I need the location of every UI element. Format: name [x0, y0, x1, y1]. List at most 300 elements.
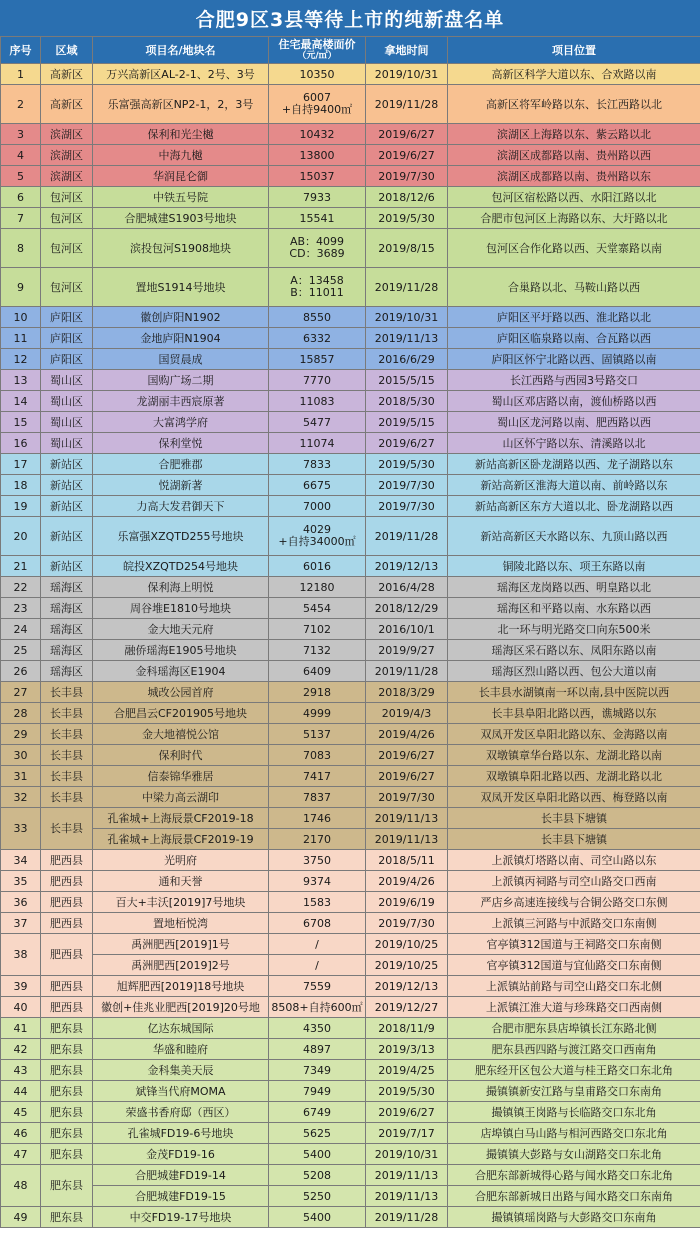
row-project: 龙湖丽丰西宸原著 [93, 391, 269, 412]
row-number: 29 [1, 724, 41, 745]
row-number: 2 [1, 85, 41, 124]
row-project: 置地S1914号地块 [93, 268, 269, 307]
row-date: 2019/11/28 [366, 517, 448, 556]
row-project: 金科集美天辰 [93, 1060, 269, 1081]
row-location: 合肥市包河区上海路以东、大圩路以北 [448, 208, 700, 229]
row-number: 3 [1, 124, 41, 145]
row-district: 肥西县 [41, 871, 93, 892]
table-row [1, 850, 700, 871]
row-project: 乐富强XZQTD255号地块 [93, 517, 269, 556]
row-price: 5400 [269, 1207, 366, 1228]
table-row [1, 1060, 700, 1081]
table-row-continued [1, 1186, 700, 1207]
row-district: 滨湖区 [41, 124, 93, 145]
row-project: 城改公园首府 [93, 682, 269, 703]
row-location: 长江西路与西园3号路交口 [448, 370, 700, 391]
row-price: 6332 [269, 328, 366, 349]
row-price-line: +自持34000㎡ [278, 535, 356, 548]
row-location: 肥东县西四路与渡江路交口西南角 [448, 1039, 700, 1060]
row-location: 长丰县下塘镇 [448, 829, 700, 850]
row-project: 力高大发君御天下 [93, 496, 269, 517]
row-number: 36 [1, 892, 41, 913]
row-number: 25 [1, 640, 41, 661]
row-number: 5 [1, 166, 41, 187]
row-district: 瑶海区 [41, 640, 93, 661]
table-row [1, 64, 700, 85]
row-project: 禹洲肥西[2019]1号 [93, 934, 269, 955]
row-price: 7102 [269, 619, 366, 640]
row-date: 2019/6/27 [366, 124, 448, 145]
row-date: 2019/10/31 [366, 1144, 448, 1165]
header-no: 序号 [1, 37, 41, 64]
row-date: 2016/6/29 [366, 349, 448, 370]
row-project: 融侨瑶海E1905号地块 [93, 640, 269, 661]
row-location: 滨湖区成都路以南、贵州路以东 [448, 166, 700, 187]
table-row [1, 787, 700, 808]
row-location: 撮镇镇瑶岗路与大彭路交口东南角 [448, 1207, 700, 1228]
row-project: 亿达东城国际 [93, 1018, 269, 1039]
row-district: 肥东县 [41, 1039, 93, 1060]
row-price: 7833 [269, 454, 366, 475]
row-district: 肥东县 [41, 1207, 93, 1228]
row-date: 2019/4/3 [366, 703, 448, 724]
row-district: 长丰县 [41, 745, 93, 766]
row-number: 12 [1, 349, 41, 370]
row-date: 2018/12/29 [366, 598, 448, 619]
row-date: 2019/10/25 [366, 955, 448, 976]
row-project: 通和天誉 [93, 871, 269, 892]
row-location: 庐阳区临泉路以南、合瓦路以西 [448, 328, 700, 349]
row-location: 滨湖区成都路以南、贵州路以西 [448, 145, 700, 166]
row-price-line: 6007 [303, 91, 331, 104]
row-price-line: B：11011 [290, 286, 344, 299]
row-price: 1583 [269, 892, 366, 913]
row-district: 蜀山区 [41, 412, 93, 433]
row-date: 2019/4/26 [366, 724, 448, 745]
row-location: 上派镇站前路与司空山路交口东北侧 [448, 976, 700, 997]
row-date: 2019/11/13 [366, 1186, 448, 1207]
row-project: 中梁力高云湖印 [93, 787, 269, 808]
row-date: 2016/10/1 [366, 619, 448, 640]
row-number: 45 [1, 1102, 41, 1123]
header-location: 项目位置 [448, 37, 700, 64]
row-price: 7083 [269, 745, 366, 766]
row-location: 瑶海区龙岗路以西、明皇路以北 [448, 577, 700, 598]
table-row-continued [1, 829, 700, 850]
row-number: 40 [1, 997, 41, 1018]
row-price: 7933 [269, 187, 366, 208]
table-row [1, 1165, 700, 1186]
row-price: 7559 [269, 976, 366, 997]
row-project: 信泰锦华雅居 [93, 766, 269, 787]
row-number: 14 [1, 391, 41, 412]
row-number: 19 [1, 496, 41, 517]
row-project: 保利海上明悦 [93, 577, 269, 598]
table-row [1, 517, 700, 556]
row-date: 2016/4/28 [366, 577, 448, 598]
row-number: 41 [1, 1018, 41, 1039]
row-project: 保利和光尘樾 [93, 124, 269, 145]
table-row [1, 745, 700, 766]
table-row [1, 85, 700, 124]
table-row [1, 724, 700, 745]
header-project: 项目名/地块名 [93, 37, 269, 64]
row-project: 金茂FD19-16 [93, 1144, 269, 1165]
table-row [1, 307, 700, 328]
header-price-label: 住宅最高楼面价 [278, 38, 356, 51]
table-row [1, 808, 700, 829]
row-price: 6409 [269, 661, 366, 682]
table-row [1, 556, 700, 577]
row-location: 双墩镇章华台路以东、龙湖北路以南 [448, 745, 700, 766]
row-location: 包河区宿松路以西、水阳江路以北 [448, 187, 700, 208]
row-district: 庐阳区 [41, 328, 93, 349]
row-date: 2019/12/13 [366, 556, 448, 577]
row-number: 20 [1, 517, 41, 556]
table-row [1, 1039, 700, 1060]
row-district: 瑶海区 [41, 577, 93, 598]
row-project: 孔雀城FD19-6号地块 [93, 1123, 269, 1144]
row-project: 合肥城建FD19-15 [93, 1186, 269, 1207]
row-date: 2019/10/31 [366, 307, 448, 328]
row-price: 12180 [269, 577, 366, 598]
row-number: 18 [1, 475, 41, 496]
row-number: 32 [1, 787, 41, 808]
row-price: 7770 [269, 370, 366, 391]
row-district: 长丰县 [41, 682, 93, 703]
row-district: 肥东县 [41, 1102, 93, 1123]
row-project: 合肥城建FD19-14 [93, 1165, 269, 1186]
row-project: 保利堂悦 [93, 433, 269, 454]
table-row [1, 1081, 700, 1102]
row-date: 2019/11/28 [366, 268, 448, 307]
row-price [269, 229, 366, 268]
row-number: 21 [1, 556, 41, 577]
row-number: 31 [1, 766, 41, 787]
row-project: 旭辉肥西[2019]18号地块 [93, 976, 269, 997]
row-district: 新站区 [41, 454, 93, 475]
row-price: 4350 [269, 1018, 366, 1039]
row-location: 庐阳区怀宁北路以西、固镇路以南 [448, 349, 700, 370]
row-project: 金大地禧悦公馆 [93, 724, 269, 745]
row-district: 蜀山区 [41, 391, 93, 412]
row-price-line: AB：4099 [289, 235, 345, 248]
row-number: 10 [1, 307, 41, 328]
header-district: 区域 [41, 37, 93, 64]
row-location: 庐阳区平圩路以西、淮北路以北 [448, 307, 700, 328]
row-district: 高新区 [41, 64, 93, 85]
row-date: 2019/6/27 [366, 145, 448, 166]
row-number: 38 [1, 934, 41, 976]
row-date: 2019/5/30 [366, 1081, 448, 1102]
row-district: 包河区 [41, 229, 93, 268]
row-district: 包河区 [41, 187, 93, 208]
row-price-line: A：13458 [290, 274, 344, 287]
row-number: 24 [1, 619, 41, 640]
row-district: 蜀山区 [41, 433, 93, 454]
row-district: 滨湖区 [41, 145, 93, 166]
table-row [1, 370, 700, 391]
row-location: 严店乡高速连接线与合铜公路交口东侧 [448, 892, 700, 913]
row-project: 斌锋当代府MOMA [93, 1081, 269, 1102]
row-location: 官亭镇312国道与王祠路交口东南侧 [448, 934, 700, 955]
row-project: 国贸晨成 [93, 349, 269, 370]
row-date: 2019/5/15 [366, 412, 448, 433]
row-location: 新站高新区淮海大道以南、前岭路以东 [448, 475, 700, 496]
table-row [1, 892, 700, 913]
row-district: 肥东县 [41, 1123, 93, 1144]
row-project: 金科瑶海区E1904 [93, 661, 269, 682]
row-district: 长丰县 [41, 766, 93, 787]
row-price: 7000 [269, 496, 366, 517]
table-row [1, 229, 700, 268]
row-price: 9374 [269, 871, 366, 892]
row-project: 孔雀城+上海辰景CF2019-19 [93, 829, 269, 850]
row-project: 滨投包河S1908地块 [93, 229, 269, 268]
row-price-line: 4029 [303, 523, 331, 536]
row-number: 13 [1, 370, 41, 391]
row-location: 合肥东部新城日出路与闻水路交口东南角 [448, 1186, 700, 1207]
row-number: 39 [1, 976, 41, 997]
row-number: 23 [1, 598, 41, 619]
row-number: 33 [1, 808, 41, 850]
row-date: 2019/10/31 [366, 64, 448, 85]
row-number: 26 [1, 661, 41, 682]
row-number: 6 [1, 187, 41, 208]
row-price: 5400 [269, 1144, 366, 1165]
table-row [1, 145, 700, 166]
row-date: 2019/7/30 [366, 166, 448, 187]
row-price: 6675 [269, 475, 366, 496]
project-table [0, 36, 700, 1228]
row-location: 山区怀宁路以东、清溪路以北 [448, 433, 700, 454]
row-district: 瑶海区 [41, 598, 93, 619]
header-date: 拿地时间 [366, 37, 448, 64]
row-price-line: +自持9400㎡ [281, 103, 353, 116]
row-price [269, 85, 366, 124]
row-project: 徽创庐阳N1902 [93, 307, 269, 328]
row-district: 肥东县 [41, 1081, 93, 1102]
row-number: 34 [1, 850, 41, 871]
row-date: 2019/7/30 [366, 787, 448, 808]
row-district: 肥西县 [41, 913, 93, 934]
row-number: 8 [1, 229, 41, 268]
row-date: 2019/6/27 [366, 433, 448, 454]
row-project: 万兴高新区AL-2-1、2号、3号 [93, 64, 269, 85]
row-date: 2019/6/27 [366, 1102, 448, 1123]
row-number: 22 [1, 577, 41, 598]
row-price: 8550 [269, 307, 366, 328]
row-price: 7949 [269, 1081, 366, 1102]
table-row [1, 871, 700, 892]
row-district: 长丰县 [41, 703, 93, 724]
row-project: 华盛和睦府 [93, 1039, 269, 1060]
table-row [1, 496, 700, 517]
row-price: 7349 [269, 1060, 366, 1081]
table-row [1, 433, 700, 454]
row-number: 1 [1, 64, 41, 85]
row-district: 肥西县 [41, 934, 93, 976]
row-project: 中铁五号院 [93, 187, 269, 208]
table-row [1, 997, 700, 1018]
row-price: 7132 [269, 640, 366, 661]
row-number: 35 [1, 871, 41, 892]
row-price: 15037 [269, 166, 366, 187]
row-price: 5137 [269, 724, 366, 745]
row-date: 2019/11/13 [366, 808, 448, 829]
row-location: 合巢路以北、马鞍山路以西 [448, 268, 700, 307]
row-district: 肥西县 [41, 976, 93, 997]
row-project: 置地栢悦湾 [93, 913, 269, 934]
row-price [269, 268, 366, 307]
row-location: 瑶海区和平路以南、水东路以西 [448, 598, 700, 619]
row-district: 滨湖区 [41, 166, 93, 187]
row-project: 孔雀城+上海辰景CF2019-18 [93, 808, 269, 829]
row-date: 2019/4/26 [366, 871, 448, 892]
row-district: 肥西县 [41, 997, 93, 1018]
row-location: 蜀山区龙河路以南、肥西路以西 [448, 412, 700, 433]
row-location: 北一环与明光路交口向东500米 [448, 619, 700, 640]
table-row [1, 349, 700, 370]
row-district: 肥西县 [41, 850, 93, 871]
table-row [1, 412, 700, 433]
row-project: 荣盛书香府邸（西区） [93, 1102, 269, 1123]
row-project: 合肥昌云CF201905号地块 [93, 703, 269, 724]
row-district: 瑶海区 [41, 661, 93, 682]
row-number: 44 [1, 1081, 41, 1102]
row-date: 2019/10/25 [366, 934, 448, 955]
row-location: 双凤开发区阜阳北路以东、金海路以南 [448, 724, 700, 745]
table-row [1, 328, 700, 349]
row-district: 新站区 [41, 556, 93, 577]
row-date: 2019/5/30 [366, 454, 448, 475]
row-price-line: CD：3689 [289, 247, 345, 260]
row-date: 2019/6/19 [366, 892, 448, 913]
table-row [1, 619, 700, 640]
row-district: 长丰县 [41, 808, 93, 850]
row-date: 2019/11/28 [366, 661, 448, 682]
row-price: 6749 [269, 1102, 366, 1123]
row-location: 上派镇丙祠路与司空山路交口西南 [448, 871, 700, 892]
row-price: 7417 [269, 766, 366, 787]
row-price: 1746 [269, 808, 366, 829]
header-price [269, 37, 366, 64]
row-location: 合肥市肥东县店埠镇长江东路北侧 [448, 1018, 700, 1039]
row-date: 2018/11/9 [366, 1018, 448, 1039]
row-date: 2019/11/13 [366, 1165, 448, 1186]
table-row [1, 934, 700, 955]
row-number: 37 [1, 913, 41, 934]
table-row [1, 913, 700, 934]
table-row-continued [1, 955, 700, 976]
row-date: 2018/3/29 [366, 682, 448, 703]
row-district: 包河区 [41, 208, 93, 229]
row-district: 蜀山区 [41, 370, 93, 391]
row-price: 2170 [269, 829, 366, 850]
row-date: 2018/5/30 [366, 391, 448, 412]
row-price: 5477 [269, 412, 366, 433]
row-location: 长丰县水湖镇南一环以南,县中医院以西 [448, 682, 700, 703]
row-location: 店埠镇白马山路与相河西路交口东北角 [448, 1123, 700, 1144]
row-date: 2019/3/13 [366, 1039, 448, 1060]
row-location: 高新区科学大道以东、合欢路以南 [448, 64, 700, 85]
row-district: 肥东县 [41, 1144, 93, 1165]
row-number: 15 [1, 412, 41, 433]
row-date: 2018/5/11 [366, 850, 448, 871]
row-district: 新站区 [41, 496, 93, 517]
row-district: 庐阳区 [41, 349, 93, 370]
row-district: 肥东县 [41, 1165, 93, 1207]
row-district: 瑶海区 [41, 619, 93, 640]
row-project: 华润昆仑御 [93, 166, 269, 187]
row-date: 2018/12/6 [366, 187, 448, 208]
row-location: 合肥东部新城得心路与闻水路交口东北角 [448, 1165, 700, 1186]
row-price: 15857 [269, 349, 366, 370]
row-project: 保利时代 [93, 745, 269, 766]
table-row [1, 682, 700, 703]
table-row [1, 187, 700, 208]
row-location: 肥东经开区包公大道与桂王路交口东北角 [448, 1060, 700, 1081]
row-location: 瑶海区烈山路以西、包公大道以南 [448, 661, 700, 682]
row-price: 15541 [269, 208, 366, 229]
row-date: 2019/6/27 [366, 745, 448, 766]
row-date: 2019/12/13 [366, 976, 448, 997]
row-project: 合肥城建S1903号地块 [93, 208, 269, 229]
row-price: 6708 [269, 913, 366, 934]
row-location: 撮镇镇王岗路与长临路交口东北角 [448, 1102, 700, 1123]
row-location: 长丰县阜阳北路以西，谯城路以东 [448, 703, 700, 724]
row-price: 11074 [269, 433, 366, 454]
row-location: 上派镇江淮大道与珍珠路交口西南侧 [448, 997, 700, 1018]
row-number: 30 [1, 745, 41, 766]
row-number: 27 [1, 682, 41, 703]
row-district: 新站区 [41, 475, 93, 496]
row-location: 官亭镇312国道与宜仙路交口东南侧 [448, 955, 700, 976]
table-header-row [1, 37, 700, 64]
row-district: 肥西县 [41, 892, 93, 913]
row-project: 光明府 [93, 850, 269, 871]
row-project: 周谷堆E1810号地块 [93, 598, 269, 619]
row-district: 肥东县 [41, 1018, 93, 1039]
row-number: 46 [1, 1123, 41, 1144]
row-date: 2019/8/15 [366, 229, 448, 268]
row-location: 高新区将军岭路以东、长江西路以北 [448, 85, 700, 124]
row-district: 肥东县 [41, 1060, 93, 1081]
row-price [269, 517, 366, 556]
row-number: 47 [1, 1144, 41, 1165]
row-project: 悦湖新著 [93, 475, 269, 496]
row-district: 高新区 [41, 85, 93, 124]
table-row [1, 766, 700, 787]
row-number: 11 [1, 328, 41, 349]
row-date: 2019/11/28 [366, 85, 448, 124]
table-row [1, 454, 700, 475]
table-row [1, 976, 700, 997]
row-district: 庐阳区 [41, 307, 93, 328]
table-row [1, 1123, 700, 1144]
row-number: 4 [1, 145, 41, 166]
row-number: 49 [1, 1207, 41, 1228]
row-number: 43 [1, 1060, 41, 1081]
table-row [1, 661, 700, 682]
row-price: 6016 [269, 556, 366, 577]
row-price: 5454 [269, 598, 366, 619]
table-row [1, 268, 700, 307]
row-number: 48 [1, 1165, 41, 1207]
table-row [1, 1207, 700, 1228]
row-price: 3750 [269, 850, 366, 871]
row-project: 百大+丰沃[2019]7号地块 [93, 892, 269, 913]
